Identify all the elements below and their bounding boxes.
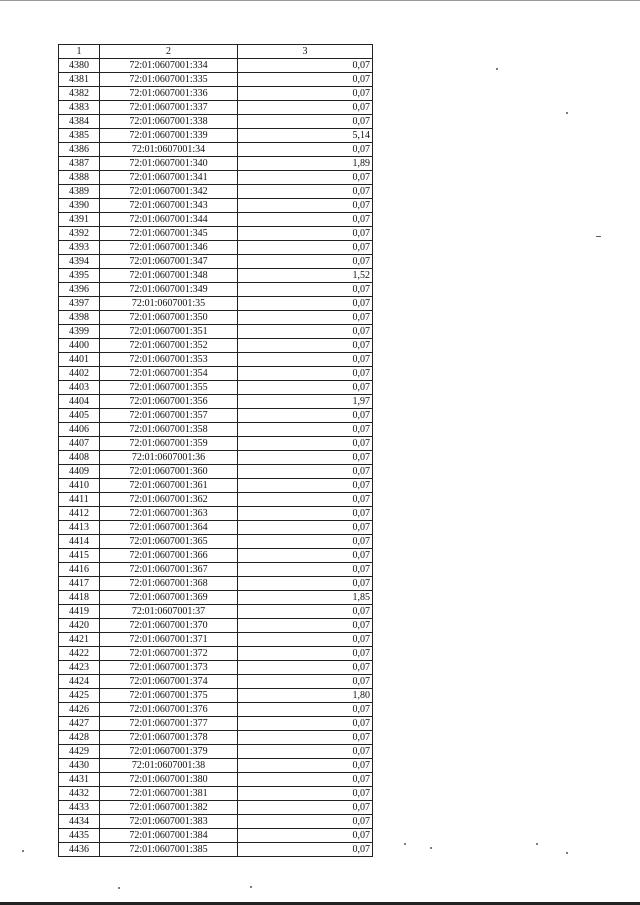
row-number-cell: 4386 <box>59 143 100 157</box>
area-value-cell: 0,07 <box>238 535 373 549</box>
area-value-cell: 5,14 <box>238 129 373 143</box>
cadastral-number-cell: 72:01:0607001:350 <box>100 311 238 325</box>
table-row <box>59 549 373 563</box>
table-row <box>59 479 373 493</box>
area-value-cell: 0,07 <box>238 213 373 227</box>
table-row <box>59 283 373 297</box>
row-number-cell: 4403 <box>59 381 100 395</box>
cadastral-number-cell: 72:01:0607001:380 <box>100 773 238 787</box>
cadastral-number-cell: 72:01:0607001:379 <box>100 745 238 759</box>
cadastral-number-cell: 72:01:0607001:346 <box>100 241 238 255</box>
table-row <box>59 199 373 213</box>
cadastral-number-cell: 72:01:0607001:375 <box>100 689 238 703</box>
table-row <box>59 591 373 605</box>
table-header-row <box>59 45 373 59</box>
area-value-cell: 1,52 <box>238 269 373 283</box>
cadastral-number-cell: 72:01:0607001:357 <box>100 409 238 423</box>
table-row <box>59 269 373 283</box>
area-value-cell: 0,07 <box>238 605 373 619</box>
cadastral-number-cell: 72:01:0607001:351 <box>100 325 238 339</box>
cadastral-number-cell: 72:01:0607001:374 <box>100 675 238 689</box>
area-value-cell: 0,07 <box>238 437 373 451</box>
row-number-cell: 4380 <box>59 59 100 73</box>
cadastral-number-cell: 72:01:0607001:340 <box>100 157 238 171</box>
row-number-cell: 4397 <box>59 297 100 311</box>
cadastral-number-cell: 72:01:0607001:358 <box>100 423 238 437</box>
row-number-cell: 4422 <box>59 647 100 661</box>
table-row <box>59 409 373 423</box>
table-row <box>59 577 373 591</box>
cadastral-number-cell: 72:01:0607001:367 <box>100 563 238 577</box>
table-row <box>59 829 373 843</box>
cadastral-number-cell: 72:01:0607001:352 <box>100 339 238 353</box>
cadastral-number-cell: 72:01:0607001:364 <box>100 521 238 535</box>
scan-speck <box>566 112 568 114</box>
column-header-1: 1 <box>59 45 100 59</box>
row-number-cell: 4394 <box>59 255 100 269</box>
area-value-cell: 1,85 <box>238 591 373 605</box>
cadastral-number-cell: 72:01:0607001:371 <box>100 633 238 647</box>
cadastral-number-cell: 72:01:0607001:343 <box>100 199 238 213</box>
table-row <box>59 171 373 185</box>
row-number-cell: 4396 <box>59 283 100 297</box>
cadastral-number-cell: 72:01:0607001:363 <box>100 507 238 521</box>
table-row <box>59 423 373 437</box>
row-number-cell: 4412 <box>59 507 100 521</box>
row-number-cell: 4418 <box>59 591 100 605</box>
table-row <box>59 157 373 171</box>
page-top-edge <box>0 0 640 1</box>
row-number-cell: 4428 <box>59 731 100 745</box>
area-value-cell: 0,07 <box>238 59 373 73</box>
table-row <box>59 437 373 451</box>
row-number-cell: 4388 <box>59 171 100 185</box>
area-value-cell: 0,07 <box>238 227 373 241</box>
area-value-cell: 0,07 <box>238 717 373 731</box>
cadastral-number-cell: 72:01:0607001:385 <box>100 843 238 857</box>
cadastral-number-cell: 72:01:0607001:361 <box>100 479 238 493</box>
area-value-cell: 0,07 <box>238 787 373 801</box>
table-row <box>59 717 373 731</box>
table-row <box>59 73 373 87</box>
cadastral-number-cell: 72:01:0607001:336 <box>100 87 238 101</box>
cadastral-number-cell: 72:01:0607001:360 <box>100 465 238 479</box>
cadastral-number-cell: 72:01:0607001:356 <box>100 395 238 409</box>
area-value-cell: 0,07 <box>238 703 373 717</box>
table-row <box>59 535 373 549</box>
table-row <box>59 381 373 395</box>
area-value-cell: 0,07 <box>238 731 373 745</box>
cadastral-number-cell: 72:01:0607001:373 <box>100 661 238 675</box>
table-row <box>59 563 373 577</box>
table-row <box>59 521 373 535</box>
cadastral-number-cell: 72:01:0607001:366 <box>100 549 238 563</box>
area-value-cell: 0,07 <box>238 563 373 577</box>
row-number-cell: 4381 <box>59 73 100 87</box>
table-row <box>59 787 373 801</box>
table-row <box>59 745 373 759</box>
row-number-cell: 4413 <box>59 521 100 535</box>
row-number-cell: 4407 <box>59 437 100 451</box>
table-row <box>59 605 373 619</box>
row-number-cell: 4400 <box>59 339 100 353</box>
scan-speck <box>566 852 568 854</box>
area-value-cell: 0,07 <box>238 325 373 339</box>
row-number-cell: 4436 <box>59 843 100 857</box>
row-number-cell: 4434 <box>59 815 100 829</box>
table-row <box>59 115 373 129</box>
area-value-cell: 0,07 <box>238 199 373 213</box>
area-value-cell: 0,07 <box>238 843 373 857</box>
row-number-cell: 4427 <box>59 717 100 731</box>
row-number-cell: 4417 <box>59 577 100 591</box>
row-number-cell: 4392 <box>59 227 100 241</box>
cadastral-number-cell: 72:01:0607001:381 <box>100 787 238 801</box>
area-value-cell: 0,07 <box>238 297 373 311</box>
scan-speck <box>250 886 252 888</box>
cadastral-number-cell: 72:01:0607001:36 <box>100 451 238 465</box>
cadastral-number-cell: 72:01:0607001:365 <box>100 535 238 549</box>
table-row <box>59 675 373 689</box>
scan-speck <box>430 847 432 849</box>
row-number-cell: 4393 <box>59 241 100 255</box>
table-row <box>59 759 373 773</box>
row-number-cell: 4382 <box>59 87 100 101</box>
cadastral-number-cell: 72:01:0607001:377 <box>100 717 238 731</box>
area-value-cell: 0,07 <box>238 171 373 185</box>
area-value-cell: 0,07 <box>238 619 373 633</box>
column-header-2: 2 <box>100 45 238 59</box>
row-number-cell: 4421 <box>59 633 100 647</box>
cadastral-number-cell: 72:01:0607001:354 <box>100 367 238 381</box>
cadastral-number-cell: 72:01:0607001:345 <box>100 227 238 241</box>
area-value-cell: 0,07 <box>238 255 373 269</box>
table-row <box>59 227 373 241</box>
area-value-cell: 0,07 <box>238 353 373 367</box>
cadastral-number-cell: 72:01:0607001:337 <box>100 101 238 115</box>
cadastral-number-cell: 72:01:0607001:369 <box>100 591 238 605</box>
table-row <box>59 241 373 255</box>
table-body <box>59 59 373 857</box>
area-value-cell: 0,07 <box>238 549 373 563</box>
area-value-cell: 0,07 <box>238 115 373 129</box>
area-value-cell: 1,89 <box>238 157 373 171</box>
cadastral-number-cell: 72:01:0607001:338 <box>100 115 238 129</box>
table-row <box>59 661 373 675</box>
row-number-cell: 4398 <box>59 311 100 325</box>
scan-speck <box>536 843 538 845</box>
cadastral-number-cell: 72:01:0607001:376 <box>100 703 238 717</box>
cadastral-number-cell: 72:01:0607001:348 <box>100 269 238 283</box>
area-value-cell: 0,07 <box>238 409 373 423</box>
area-value-cell: 0,07 <box>238 829 373 843</box>
row-number-cell: 4433 <box>59 801 100 815</box>
row-number-cell: 4385 <box>59 129 100 143</box>
cadastral-number-cell: 72:01:0607001:368 <box>100 577 238 591</box>
area-value-cell: 0,07 <box>238 801 373 815</box>
cadastral-number-cell: 72:01:0607001:383 <box>100 815 238 829</box>
area-value-cell: 0,07 <box>238 493 373 507</box>
table-row <box>59 101 373 115</box>
area-value-cell: 0,07 <box>238 311 373 325</box>
row-number-cell: 4435 <box>59 829 100 843</box>
cadastral-number-cell: 72:01:0607001:335 <box>100 73 238 87</box>
row-number-cell: 4429 <box>59 745 100 759</box>
table-row <box>59 465 373 479</box>
cadastral-number-cell: 72:01:0607001:362 <box>100 493 238 507</box>
cadastral-register-table <box>58 44 373 857</box>
cadastral-number-cell: 72:01:0607001:353 <box>100 353 238 367</box>
scan-speck <box>118 887 120 889</box>
cadastral-number-cell: 72:01:0607001:339 <box>100 129 238 143</box>
cadastral-number-cell: 72:01:0607001:384 <box>100 829 238 843</box>
table-row <box>59 255 373 269</box>
area-value-cell: 0,07 <box>238 773 373 787</box>
table-row <box>59 367 373 381</box>
area-value-cell: 0,07 <box>238 507 373 521</box>
area-value-cell: 0,07 <box>238 87 373 101</box>
row-number-cell: 4405 <box>59 409 100 423</box>
cadastral-number-cell: 72:01:0607001:38 <box>100 759 238 773</box>
table-row <box>59 395 373 409</box>
cadastral-number-cell: 72:01:0607001:341 <box>100 171 238 185</box>
table-row <box>59 731 373 745</box>
scan-speck <box>596 236 601 237</box>
table-row <box>59 185 373 199</box>
area-value-cell: 0,07 <box>238 367 373 381</box>
row-number-cell: 4423 <box>59 661 100 675</box>
area-value-cell: 0,07 <box>238 241 373 255</box>
table-row <box>59 773 373 787</box>
cadastral-number-cell: 72:01:0607001:349 <box>100 283 238 297</box>
row-number-cell: 4383 <box>59 101 100 115</box>
area-value-cell: 1,97 <box>238 395 373 409</box>
area-value-cell: 0,07 <box>238 647 373 661</box>
cadastral-number-cell: 72:01:0607001:359 <box>100 437 238 451</box>
table-row <box>59 507 373 521</box>
area-value-cell: 0,07 <box>238 451 373 465</box>
row-number-cell: 4419 <box>59 605 100 619</box>
table-row <box>59 311 373 325</box>
area-value-cell: 0,07 <box>238 283 373 297</box>
cadastral-number-cell: 72:01:0607001:370 <box>100 619 238 633</box>
area-value-cell: 0,07 <box>238 381 373 395</box>
scan-speck <box>22 850 24 852</box>
area-value-cell: 0,07 <box>238 661 373 675</box>
table-row <box>59 843 373 857</box>
table-row <box>59 633 373 647</box>
row-number-cell: 4399 <box>59 325 100 339</box>
table-row <box>59 325 373 339</box>
table-row <box>59 619 373 633</box>
row-number-cell: 4432 <box>59 787 100 801</box>
row-number-cell: 4406 <box>59 423 100 437</box>
area-value-cell: 0,07 <box>238 745 373 759</box>
cadastral-number-cell: 72:01:0607001:382 <box>100 801 238 815</box>
row-number-cell: 4424 <box>59 675 100 689</box>
table-row <box>59 213 373 227</box>
cadastral-number-cell: 72:01:0607001:344 <box>100 213 238 227</box>
area-value-cell: 0,07 <box>238 815 373 829</box>
area-value-cell: 0,07 <box>238 185 373 199</box>
table-row <box>59 143 373 157</box>
table-row <box>59 129 373 143</box>
table-row <box>59 801 373 815</box>
area-value-cell: 0,07 <box>238 675 373 689</box>
column-header-3: 3 <box>238 45 373 59</box>
table-row <box>59 815 373 829</box>
row-number-cell: 4395 <box>59 269 100 283</box>
row-number-cell: 4387 <box>59 157 100 171</box>
row-number-cell: 4426 <box>59 703 100 717</box>
cadastral-number-cell: 72:01:0607001:347 <box>100 255 238 269</box>
table-row <box>59 87 373 101</box>
row-number-cell: 4402 <box>59 367 100 381</box>
table-row <box>59 297 373 311</box>
row-number-cell: 4404 <box>59 395 100 409</box>
row-number-cell: 4410 <box>59 479 100 493</box>
area-value-cell: 0,07 <box>238 521 373 535</box>
area-value-cell: 0,07 <box>238 339 373 353</box>
row-number-cell: 4415 <box>59 549 100 563</box>
cadastral-number-cell: 72:01:0607001:342 <box>100 185 238 199</box>
area-value-cell: 0,07 <box>238 73 373 87</box>
scan-speck <box>404 843 406 845</box>
row-number-cell: 4430 <box>59 759 100 773</box>
row-number-cell: 4409 <box>59 465 100 479</box>
table-row <box>59 59 373 73</box>
table-row <box>59 689 373 703</box>
table-row <box>59 647 373 661</box>
table-row <box>59 339 373 353</box>
row-number-cell: 4416 <box>59 563 100 577</box>
area-value-cell: 1,80 <box>238 689 373 703</box>
table-row <box>59 703 373 717</box>
area-value-cell: 0,07 <box>238 143 373 157</box>
cadastral-number-cell: 72:01:0607001:35 <box>100 297 238 311</box>
table-row <box>59 353 373 367</box>
area-value-cell: 0,07 <box>238 101 373 115</box>
row-number-cell: 4390 <box>59 199 100 213</box>
row-number-cell: 4425 <box>59 689 100 703</box>
row-number-cell: 4420 <box>59 619 100 633</box>
area-value-cell: 0,07 <box>238 479 373 493</box>
cadastral-number-cell: 72:01:0607001:34 <box>100 143 238 157</box>
cadastral-number-cell: 72:01:0607001:355 <box>100 381 238 395</box>
row-number-cell: 4401 <box>59 353 100 367</box>
cadastral-number-cell: 72:01:0607001:372 <box>100 647 238 661</box>
table-row <box>59 451 373 465</box>
table-row <box>59 493 373 507</box>
cadastral-number-cell: 72:01:0607001:378 <box>100 731 238 745</box>
row-number-cell: 4411 <box>59 493 100 507</box>
cadastral-number-cell: 72:01:0607001:37 <box>100 605 238 619</box>
row-number-cell: 4384 <box>59 115 100 129</box>
area-value-cell: 0,07 <box>238 465 373 479</box>
row-number-cell: 4389 <box>59 185 100 199</box>
cadastral-number-cell: 72:01:0607001:334 <box>100 59 238 73</box>
area-value-cell: 0,07 <box>238 423 373 437</box>
area-value-cell: 0,07 <box>238 633 373 647</box>
row-number-cell: 4431 <box>59 773 100 787</box>
area-value-cell: 0,07 <box>238 759 373 773</box>
row-number-cell: 4391 <box>59 213 100 227</box>
row-number-cell: 4408 <box>59 451 100 465</box>
row-number-cell: 4414 <box>59 535 100 549</box>
area-value-cell: 0,07 <box>238 577 373 591</box>
scan-speck <box>496 68 498 70</box>
